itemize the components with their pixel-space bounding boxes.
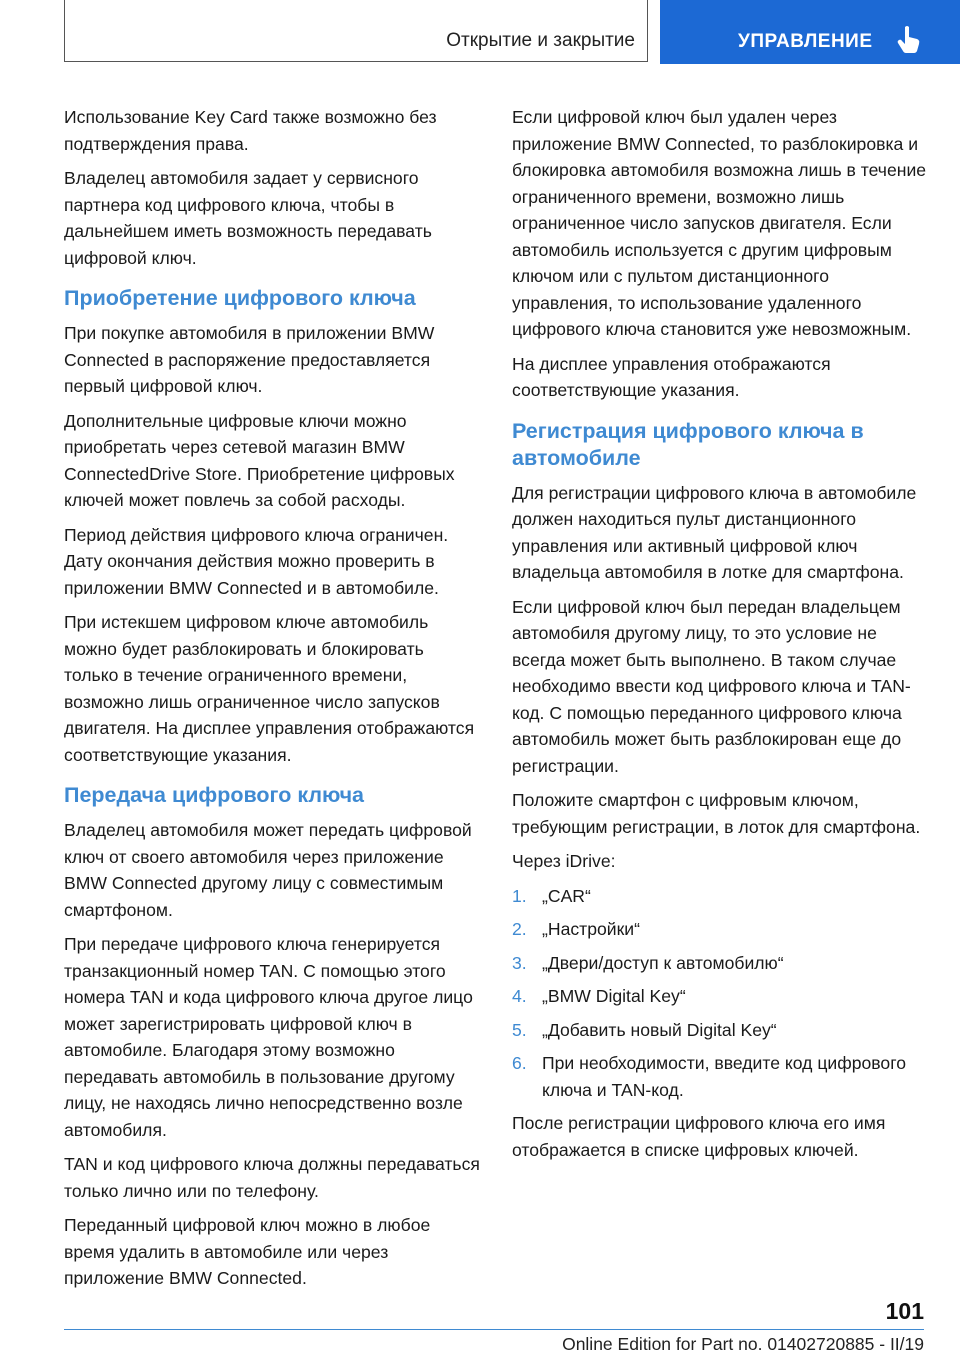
paragraph: При передаче цифрового ключа генерируется транзакционный номер TAN. С помощью этого номера TAN и кода цифрового ключа другое лицо может зарегистрировать цифровой ключ в автомобиле. Благодаря этому возможно передавать автомобиль в пользование другому лицу, не находясь лично непосредственно возле автомобиля. [64,934,473,1140]
paragraph: TAN и код цифрового ключа должны передаваться только лично или по телефону. [64,1154,480,1201]
paragraph: На дисплее управления отображаются соответствующие указания. [512,353,831,400]
page-number: 101 [885,1298,924,1324]
pointing-hand-icon [896,25,922,58]
list-item [512,983,930,1010]
step-number: 2. [512,919,527,939]
step-text: „BMW Digital Key“ [542,986,686,1006]
paragraph: Владелец автомобиля может передать цифровой ключ от своего автомобиля через приложение BMW Connected другому лицу с совместимым смартфоном. [64,820,472,920]
edition-footer: Online Edition for Part no. 01402720885 - II/19 [562,1334,924,1354]
step-number: 6. [512,1053,527,1073]
paragraph: Положите смартфон с цифровым ключом, требующим регистрации, в лоток для смартфона. [512,790,921,837]
paragraph: Через iDrive: [512,851,616,871]
idrive-steps-list [512,883,930,1104]
heading-purchase-digital-key: Приобретение цифрового ключа [64,286,416,310]
step-text: При необходимости, введите код цифрового ключа и TAN-код. [542,1053,907,1100]
paragraph: Переданный цифровой ключ можно в любое время удалить в автомобиле или через приложение BMW Connected. [64,1215,431,1288]
list-item [512,916,930,943]
step-number: 3. [512,952,527,973]
list-item [512,1050,930,1103]
list-item [512,1017,930,1044]
step-text: „Настройки“ [542,919,640,939]
paragraph: Дополнительные цифровые ключи можно приобретать через сетевой магазин BMW ConnectedDrive Store. Приобретение цифровых ключей может повлечь за собой расходы. [64,410,455,510]
paragraph: При истекшем цифровом ключе автомобиль можно будет разблокировать и блокировать только в течение ограниченного времени, возможно лишь ограниченное число запусков двигателя. На дисплее управления отображаются соответствующие указания. [64,612,475,765]
chapter-tab[interactable] [660,0,960,64]
step-text: „Добавить новый Digital Key“ [542,1019,777,1040]
chapter-label: УПРАВЛЕНИЕ [738,31,873,52]
heading-transfer-digital-key: Передача цифрового ключа [64,783,365,807]
paragraph: Использование Key Card также возможно без подтверждения права. [64,107,437,154]
step-number: 1. [512,885,527,906]
paragraph: После регистрации цифрового ключа его имя отображается в списке цифровых ключей. [512,1113,886,1160]
paragraph: Для регистрации цифрового ключа в автомобиле должен находиться пульт дистанционного управления или активный цифровой ключ владельца автомобиля в лотке для смартфона. [512,482,917,582]
list-item [512,883,930,910]
left-column [64,104,480,1300]
paragraph: Если цифровой ключ был передан владельцем автомобиля другому лицу, то это условие не всегда может быть выполнено. В таком случае необходимо ввести код цифрового ключа и TAN-код. С помощью переданного цифрового ключа автомобиль может быть разблокирован еще до регистрации. [512,596,911,776]
paragraph: Владелец автомобиля задает у сервисного партнера код цифрового ключа, чтобы в дальнейшем иметь возможность передавать цифровой ключ. [64,168,432,268]
right-column [512,104,930,1171]
paragraph: Если цифровой ключ был удален через приложение BMW Connected, то разблокировка и блокировка автомобиля возможна лишь в течение ограниченного времени, возможно лишь ограниченное число запусков двигателя. Если автомобиль используется с другим цифровым ключом или с пультом дистанционного управления, то использование удаленного цифрового ключа становится уже невозможным. [512,107,927,339]
header-section-box [64,0,648,62]
list-item [512,950,930,977]
heading-register-digital-key: Регистрация цифрового ключа в автомобиле [512,418,864,470]
step-number: 5. [512,1019,527,1040]
paragraph: При покупке автомобиля в приложении BMW Connected в распоряжение предоставляется первый цифровой ключ. [64,323,435,396]
section-title: Открытие и закрытие [446,30,635,51]
paragraph: Период действия цифрового ключа ограничен. Дату окончания действия можно проверить в приложении BMW Connected и в автомобиле. [64,524,449,598]
step-text: „CAR“ [542,885,591,906]
step-text: „Двери/доступ к автомобилю“ [542,952,784,973]
step-number: 4. [512,986,527,1006]
footer-divider [64,1329,924,1330]
